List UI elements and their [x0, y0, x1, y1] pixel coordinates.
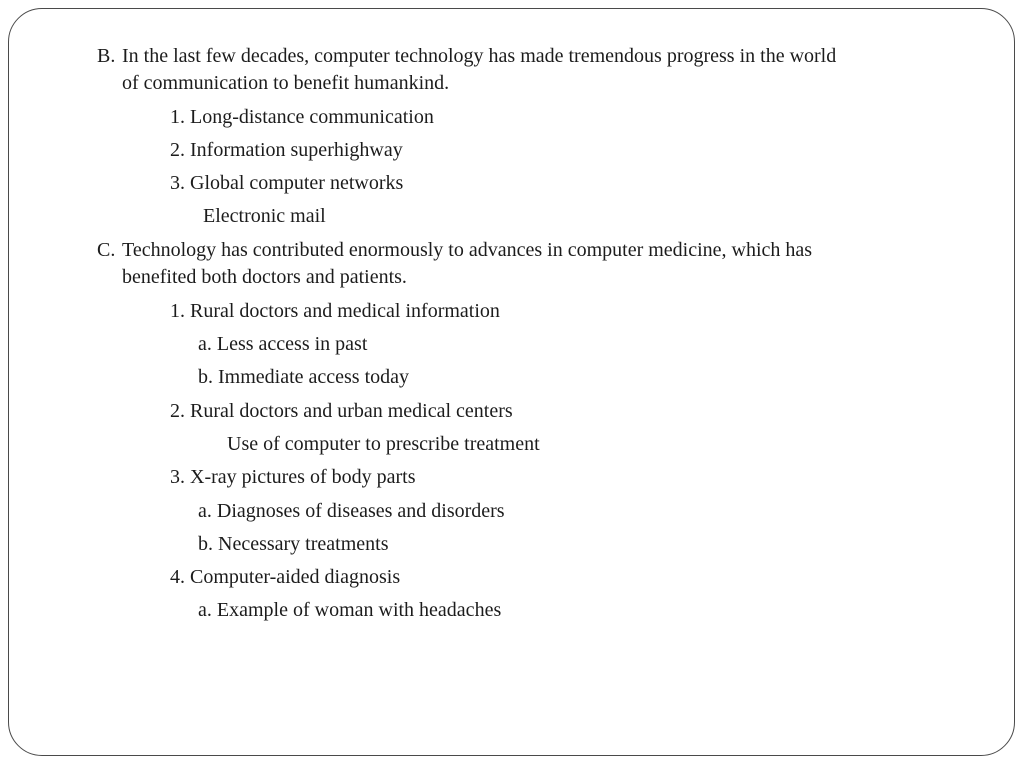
slide-frame	[8, 8, 1015, 756]
section-c-item-3: 3. X-ray pictures of body parts	[170, 466, 416, 488]
section-b-text-line2: of communication to benefit humankind.	[122, 72, 450, 94]
section-b-marker: B.	[97, 45, 116, 67]
section-c-item-4-sub-a: a. Example of woman with headaches	[198, 599, 502, 621]
section-c-item-1-sub-b: b. Immediate access today	[198, 366, 410, 388]
section-c-item-1: 1. Rural doctors and medical information	[170, 300, 500, 322]
section-b-item-3: 3. Global computer networks	[170, 172, 404, 194]
section-c-text-line1: Technology has contributed enormously to advances in computer medicine, which has	[122, 239, 813, 261]
section-b-subitem: Electronic mail	[203, 205, 326, 227]
section-c-item-4: 4. Computer-aided diagnosis	[170, 566, 401, 588]
section-b-text-line1: In the last few decades, computer technology has made tremendous progress in the world	[122, 45, 837, 67]
section-c-text-line2: benefited both doctors and patients.	[122, 266, 407, 288]
section-c-item-2-sub: Use of computer to prescribe treatment	[227, 433, 540, 455]
section-c-item-2: 2. Rural doctors and urban medical centers	[170, 400, 513, 422]
section-b-item-2: 2. Information superhighway	[170, 139, 403, 161]
section-c-item-3-sub-a: a. Diagnoses of diseases and disorders	[198, 500, 505, 522]
section-c-item-1-sub-a: a. Less access in past	[198, 333, 368, 355]
section-b-item-1: 1. Long-distance communication	[170, 106, 434, 128]
section-c-marker: C.	[97, 239, 116, 261]
section-c-item-3-sub-b: b. Necessary treatments	[198, 533, 389, 555]
